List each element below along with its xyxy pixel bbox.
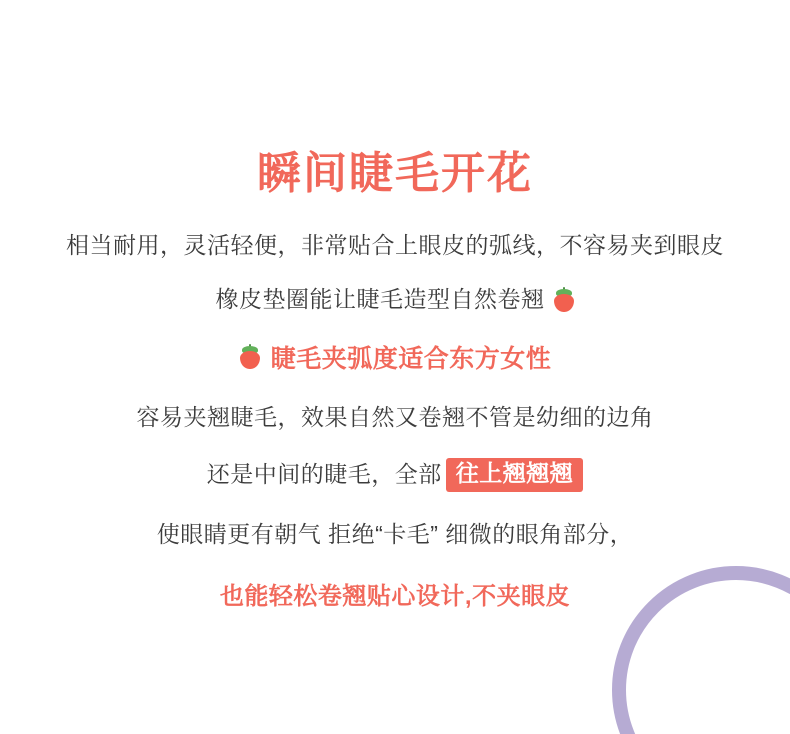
body-line-5: 使眼睛更有朝气 拒绝“卡毛” 细微的眼角部分， <box>156 520 634 547</box>
strawberry-icon <box>239 345 261 369</box>
body-line-4 <box>0 458 790 492</box>
body-line-2-text: 橡皮垫圈能让睫毛造型自然卷翘 <box>215 285 545 312</box>
body-line-2 <box>0 285 790 314</box>
body-line-4-text: 还是中间的睫毛，全部 <box>206 461 442 488</box>
highlight-badge: 往上翘翘翘 <box>446 458 584 492</box>
body-line-1: 相当耐用，灵活轻便，非常贴合上眼皮的弧线，不容易夹到眼皮 <box>66 231 724 258</box>
section-subheading-text: 睫毛夹弧度适合东方女性 <box>270 345 552 374</box>
strawberry-icon <box>553 288 575 312</box>
section-subheading <box>0 339 790 375</box>
closing-line: 也能轻松卷翘贴心设计,不夹眼皮 <box>219 583 571 611</box>
page-title: 瞬间睫毛开花 <box>257 149 533 198</box>
body-line-3: 容易夹翘睫毛，效果自然又卷翘不管是幼细的边角 <box>136 404 654 431</box>
